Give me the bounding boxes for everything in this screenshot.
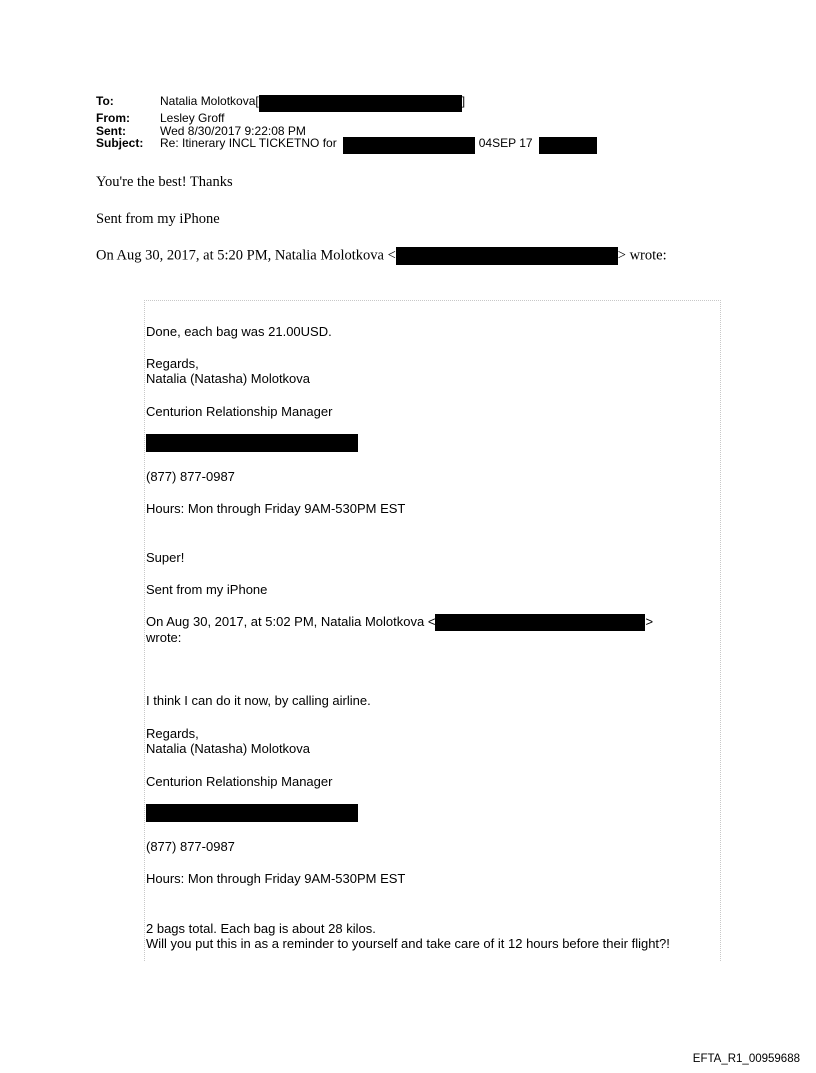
sent-label: Sent:	[96, 123, 126, 138]
redaction-box	[396, 247, 618, 265]
quoted-line: (877) 877-0987	[146, 469, 235, 484]
redaction-box	[539, 137, 597, 154]
quoted-line: Hours: Mon through Friday 9AM-530PM EST	[146, 501, 406, 516]
redaction-box	[146, 804, 358, 822]
quoted-line	[146, 614, 653, 631]
from-row	[96, 112, 597, 125]
quoted-line: Natalia (Natasha) Molotkova	[146, 371, 311, 386]
quoted-line: I think I can do it now, by calling airline.	[146, 693, 371, 708]
quoted-line: Super!	[146, 550, 185, 565]
to-label: To:	[96, 94, 114, 108]
quoted-intro-close: >	[645, 614, 654, 629]
sent-value: Wed 8/30/2017 9:22:08 PM	[160, 123, 306, 138]
from-label: From:	[96, 111, 130, 125]
quoted-line: Regards,	[146, 356, 199, 371]
to-row	[96, 95, 597, 112]
to-value: Natalia Molotkova[	[160, 94, 259, 108]
subject-date: 04SEP 17	[478, 136, 533, 150]
redaction-box	[259, 95, 462, 112]
quoted-line: Will you put this in as a reminder to yourself and take care of it 12 hours before their flight?!	[146, 936, 670, 951]
subject-value: Re: Itinerary INCL TICKETNO for	[160, 136, 337, 150]
quote-intro	[96, 247, 667, 265]
redaction-box	[343, 137, 475, 154]
from-value: Lesley Groff	[160, 111, 225, 125]
subject-row	[96, 137, 597, 154]
quoted-line: Centurion Relationship Manager	[146, 404, 333, 419]
quoted-line: Regards,	[146, 726, 199, 741]
quote-intro-text: On Aug 30, 2017, at 5:20 PM, Natalia Molotkova <	[96, 247, 396, 264]
quoted-line: Natalia (Natasha) Molotkova	[146, 741, 311, 756]
subject-label: Subject:	[96, 136, 144, 150]
reply-signature: Sent from my iPhone	[96, 211, 220, 227]
reply-text: You're the best! Thanks	[96, 174, 233, 190]
quoted-line: Done, each bag was 21.00USD.	[146, 324, 332, 339]
quoted-line: 2 bags total. Each bag is about 28 kilos.	[146, 921, 376, 936]
quoted-line: (877) 877-0987	[146, 839, 235, 854]
quoted-line: Sent from my iPhone	[146, 582, 268, 597]
quoted-intro-text: On Aug 30, 2017, at 5:02 PM, Natalia Molotkova <	[146, 614, 436, 629]
quoted-line: Centurion Relationship Manager	[146, 774, 333, 789]
quoted-line: wrote:	[146, 630, 182, 645]
redaction-box	[435, 614, 645, 631]
email-header	[96, 95, 597, 154]
quoted-line: Hours: Mon through Friday 9AM-530PM EST	[146, 871, 406, 886]
quote-intro-wrote: > wrote:	[617, 247, 667, 264]
to-close: ]	[461, 94, 466, 108]
document-id: EFTA_R1_00959688	[692, 1053, 800, 1065]
redaction-box	[146, 434, 358, 452]
